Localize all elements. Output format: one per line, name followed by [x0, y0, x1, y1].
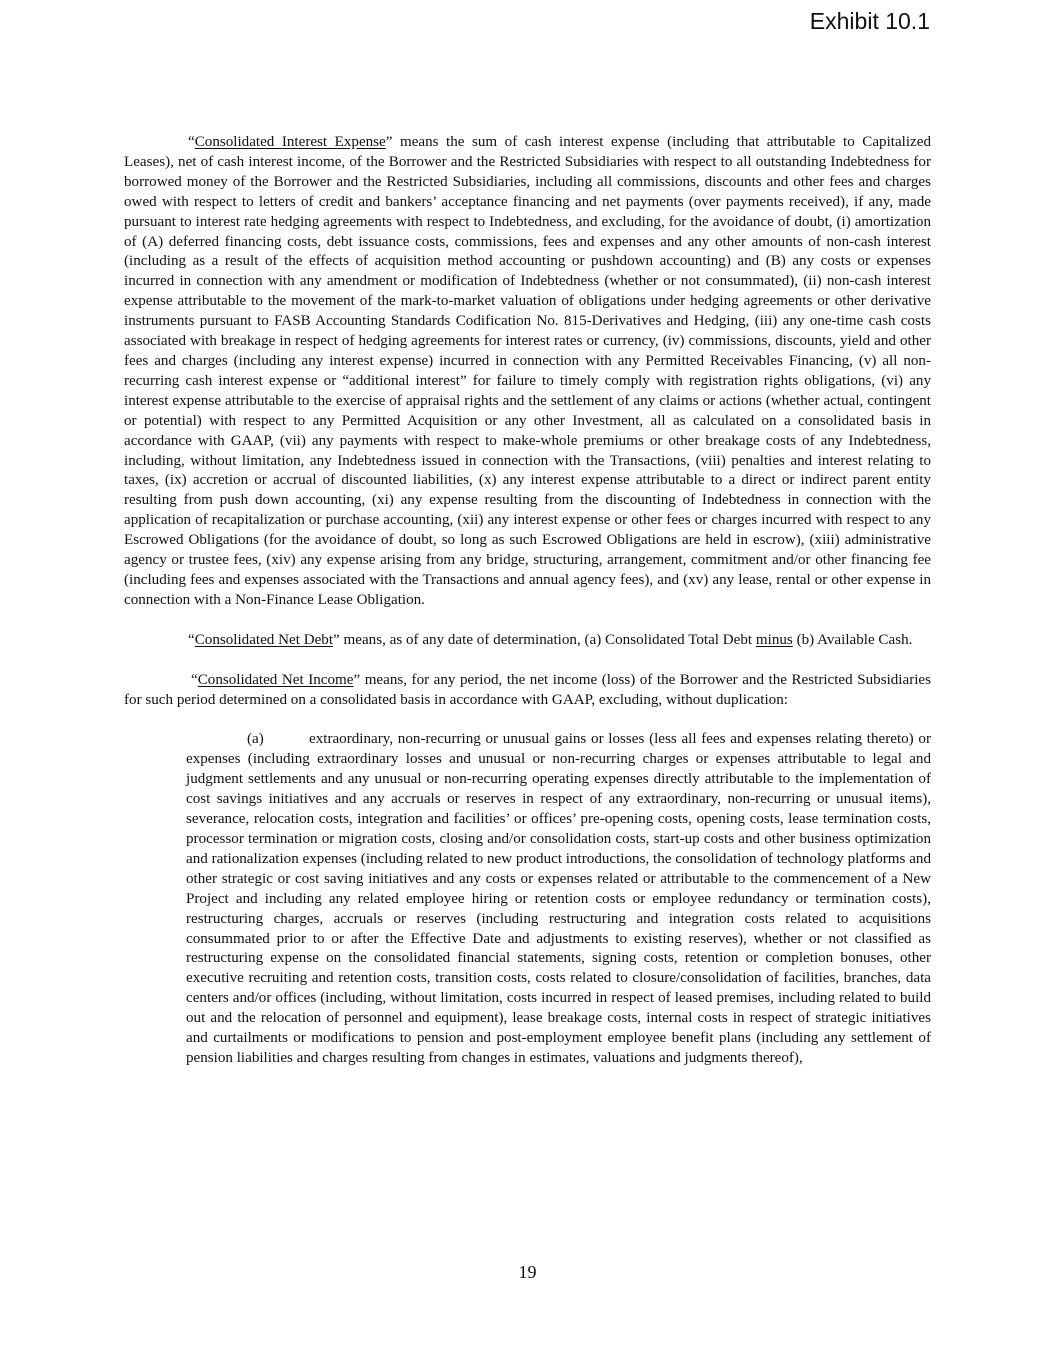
open-quote: “: [188, 631, 195, 648]
definition-text-end: (b) Available Cash.: [792, 631, 913, 648]
defined-term: Consolidated Net Income: [197, 671, 354, 688]
open-quote: “: [191, 671, 198, 688]
clause-label: (a): [247, 731, 264, 748]
defined-term: Consolidated Interest Expense: [194, 134, 386, 150]
definition-text: ” means the sum of cash interest expense (including that attributable to Capitalized Leases), net of cash interest income, of the Borrower and the Restricted Subsidiaries with respect to all outstanding Indebtedness for borrowed money of the Borrower and the Restricted Subsidiaries, including all commissions, discounts and other fees and charges owed with respect to letters of credit and bankers’ acceptance financing and net payments (over payments received), if any, made pursuant to interest rate hedging agreements with respect to Indebtedness, and excluding, for the avoidance of doubt, (i) amortization of (A) deferred financing costs, debt issuance costs, commissions, fees and expenses and any other amounts of non-cash interest (including as a result of the effects of acquisition method accounting or pushdown accounting) and (B) any costs or expenses incurred in connection with any amendment or modification of Indebtedness (whether or not consummated), (ii) non-cash interest expense attributable to the movement of the mark-to-market valuation of obligations under hedging agreements or other derivative instruments pursuant to FASB Accounting Standards Codification No. 815-Derivatives and Hedging, (iii) any one-time cash costs associated with breakage in respect of hedging agreements for interest rates or currency, (iv) commissions, discounts, yield and other fees and charges (including any interest expense) incurred in connection with any Permitted Receivables Financing, (v) all non-recurring cash interest expense or “additional interest” for failure to timely comply with registration rights obligations, (vi) any interest expense attributable to the exercise of appraisal rights and the settlement of any claims or actions (whether actual, contingent or potential) with respect to any Permitted Acquisition or any other Investment, all as calculated on a consolidated basis in accordance with GAAP, (vii) any payments with respect to make-whole premiums or other breakage costs of any Indebtedness, including, without limitation, any Indebtedness issued in connection with the Transactions, (viii) penalties and interest relating to taxes, (ix) accretion or accrual of discounted liabilities, (x) any interest expense attributable to a direct or indirect parent entity resulting from push down accounting, (xi) any expense resulting from the discounting of Indebtedness in connection with the application of recapitalization or purchase accounting, (xii) any interest expense or other fees or charges incurred with respect to any Escrowed Obligations (for the avoidance of doubt, so long as such Escrowed Obligations are held in escrow), (xiii) administrative agency or trustee fees, (xiv) any expense arising from any bridge, structuring, arrangement, commitment and/or other financing fee (including fees and expenses associated with the Transactions and annual agency fees), and (xv) any lease, rental or other expense in connection with a Non-Finance Lease Obligation.: [124, 134, 931, 608]
clause-text: extraordinary, non-recurring or unusual gains or losses (less all fees and expenses relating thereto) or expenses (including extraordinary losses and unusual or non-recurring charges or expenses attributable to legal and judgment settlements and any unusual or non-recurring operating expenses directly attributable to the implementation of cost savings initiatives and any accruals or reserves in respect of any extraordinary, non-recurring or unusual items), severance, relocation costs, integration and facilities’ or offices’ pre-opening costs, opening costs, lease termination costs, processor termination or migration costs, closing and/or consolidation costs, start-up costs and other business optimization and rationalization expenses (including related to new product introductions, the consolidation of technology platforms and other strategic or cost saving initiatives and any costs or expenses related or attributable to the commencement of a New Project and including any related employee hiring or retention costs or employee redundancy or termination costs), restructuring charges, accruals or reserves (including restructuring and integration costs related to acquisitions consummated prior to or after the Effective Date and adjustments to existing reserves), whether or not classified as restructuring expense on the consolidated financial statements, signing costs, retention or completion bonuses, other executive recruiting and retention costs, transition costs, costs related to closure/consolidation of facilities, branches, data centers and/or offices (including, without limitation, costs incurred in respect of leased premises, including related to build out and the relocation of personnel and equipment), lease breakage costs, internal costs in respect of strategic initiatives and curtailments or modifications to pension and post-employment employee benefit plans (including any settlement of pension liabilities and charges resulting from changes in estimates, valuations and judgments thereof),: [186, 731, 931, 1066]
exhibit-label: Exhibit 10.1: [809, 8, 930, 34]
clause-a: [186, 730, 931, 1068]
page-number: 19: [518, 1262, 537, 1282]
underlined-minus: minus: [755, 631, 793, 648]
open-quote: “: [188, 134, 195, 150]
definition-consolidated-net-income: [124, 671, 931, 711]
definition-consolidated-interest-expense: [124, 133, 931, 611]
defined-term: Consolidated Net Debt: [194, 631, 334, 648]
definition-text: ” means, as of any date of determination, (a) Consolidated Total Debt: [333, 631, 756, 648]
definition-consolidated-net-debt: [124, 631, 931, 651]
document-body: [124, 133, 931, 1069]
definition-text: ” means, for any period, the net income (loss) of the Borrower and the Restricted Subsidiaries for such period determined on a consolidated basis in accordance with GAAP, excluding, without duplication:: [124, 671, 931, 708]
